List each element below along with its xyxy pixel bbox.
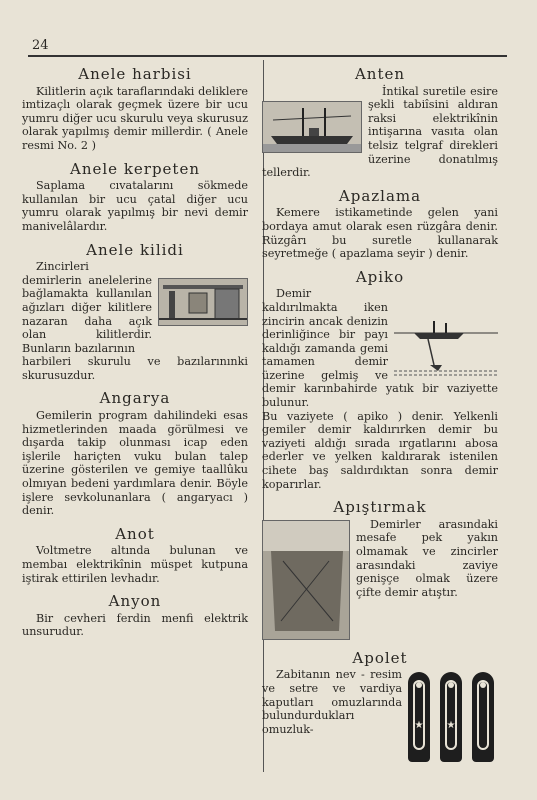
entry-title: Apolet bbox=[352, 648, 408, 667]
entry-text-continued: harbileri skurulu ve bazılarınınki skurusuzdur. bbox=[22, 355, 248, 382]
entry-anot bbox=[22, 524, 248, 585]
epaulette-1: ★ bbox=[408, 672, 430, 762]
shackle-figure bbox=[158, 278, 248, 326]
entry-title: Apiko bbox=[355, 267, 405, 286]
entry-text: Kemere istikametinde gelen yani bordaya amut olarak esen rüzgâra denir. Rüzgârı bu suretle kullanarak seyretmeğe ( apazlama seyir ) denir. bbox=[262, 206, 498, 261]
entry-apistirmak bbox=[262, 498, 498, 642]
left-column bbox=[22, 60, 248, 639]
shackle-illustration bbox=[159, 279, 247, 325]
entry-text: İntikal suretile esire şekli tabiîsini aldıran raksi elektrikînin intişarına vasıta olan telsiz telgraf direkleri üzerine donatılmış tellerdir. bbox=[262, 84, 498, 180]
entry-anele-harbisi bbox=[22, 65, 248, 153]
entry-title: Apıştırmak bbox=[333, 498, 427, 517]
entry-text-continued: Bu vaziyete ( apiko ) denir. Yelkenli gemiler demir kaldırırken demir bu vaziyeti aldığı sırada ırgatlarını abosa ederler ve yelken kaldırarak istenilen cihete baş saldırdıktan sonra demir koparırlar. bbox=[262, 409, 498, 491]
entry-text: Demirler arasındaki mesafe pek yakın olmamak ve zincirler arasındaki zaviye genişçe olmak üzere çifte demir atıştır. bbox=[356, 517, 498, 599]
entry-title: Anot bbox=[115, 524, 155, 543]
entry-title: Angarya bbox=[99, 389, 171, 408]
page-number: 24 bbox=[32, 38, 49, 53]
ship-illustration bbox=[263, 102, 361, 152]
entry-text: Kilitlerin açık taraflarındaki deliklere imtizaçlı olarak geçmek üzere bir ucu yumru diğer ucu skurulu veya skurusuz olarak yapılmış demir millerdir. ( Anele resmi No. 2 ) bbox=[22, 84, 248, 152]
entry-title: Apazlama bbox=[338, 186, 422, 205]
anchor-illustration bbox=[394, 309, 498, 379]
epaulette-2: ★ bbox=[440, 672, 462, 762]
entry-text: Saplama cıvatalarını sökmede kullanılan bir ucu çatal diğer ucu yumru olarak yapılmış bir nevi demir manivelâlardır. bbox=[22, 179, 248, 233]
epaulette-3 bbox=[472, 672, 494, 762]
entry-anyon bbox=[22, 592, 248, 639]
entry-anten bbox=[262, 65, 498, 180]
right-column bbox=[262, 60, 498, 764]
two-anchors-figure bbox=[262, 520, 350, 640]
entry-anele-kilidi bbox=[22, 240, 248, 383]
entry-angarya bbox=[22, 389, 248, 518]
entry-apolet bbox=[262, 648, 498, 737]
ship-antenna-figure bbox=[262, 101, 362, 153]
entry-text: Demir kaldırılmakta iken zincirin ancak denizin derinliğince bir payı kaldığı zamanda gemi tamamen demir üzerine gelmiş ve demir karınbahirde yatık bir vaziyette bulunur. bbox=[262, 287, 498, 410]
entry-text: Gemilerin program dahilindeki esas hizmetlerinden maada görülmesi ve dışarda takip olunması icap eden işlerile hariçten vuku bulan talep üzerine gösterilen ve gemiye taallûku olmıyan bedeni yardımlara denir. Böyle işlere sevkolunanlara ( angaryacı ) denir. bbox=[22, 409, 248, 518]
epaulettes-figure bbox=[408, 672, 494, 762]
entry-text: Zabitanın nev - resim ve setre ve vardiya kaputları omuzlarında bulundurdukları omuzluk- bbox=[262, 668, 402, 736]
anchor-apeak-figure bbox=[394, 309, 498, 379]
header-rule bbox=[28, 55, 507, 57]
entry-apazlama bbox=[262, 186, 498, 261]
entry-text: Bir cevheri ferdin menfi elektrik unsurudur. bbox=[22, 611, 248, 639]
entry-anele-kerpeten bbox=[22, 159, 248, 234]
ship-hull-illustration bbox=[263, 521, 349, 639]
entry-title: Anele kerpeten bbox=[70, 159, 200, 178]
entry-text: Voltmetre altında bulunan ve membaı elektrikînin müspet kutpuna iştirak ettirilen levhadır. bbox=[22, 544, 248, 585]
entry-text: Zincirleri demirlerin anelelerine bağlamakta kullanılan ağızları diğer kilitlere nazaran daha açık olan kilitlerdir. Bunların bazılarının bbox=[22, 260, 152, 355]
entry-title: Anten bbox=[354, 65, 406, 83]
entry-title: Anele kilidi bbox=[86, 240, 184, 259]
entry-title: Anele harbisi bbox=[78, 65, 192, 83]
entry-title: Anyon bbox=[108, 592, 162, 611]
entry-apiko bbox=[262, 267, 498, 492]
